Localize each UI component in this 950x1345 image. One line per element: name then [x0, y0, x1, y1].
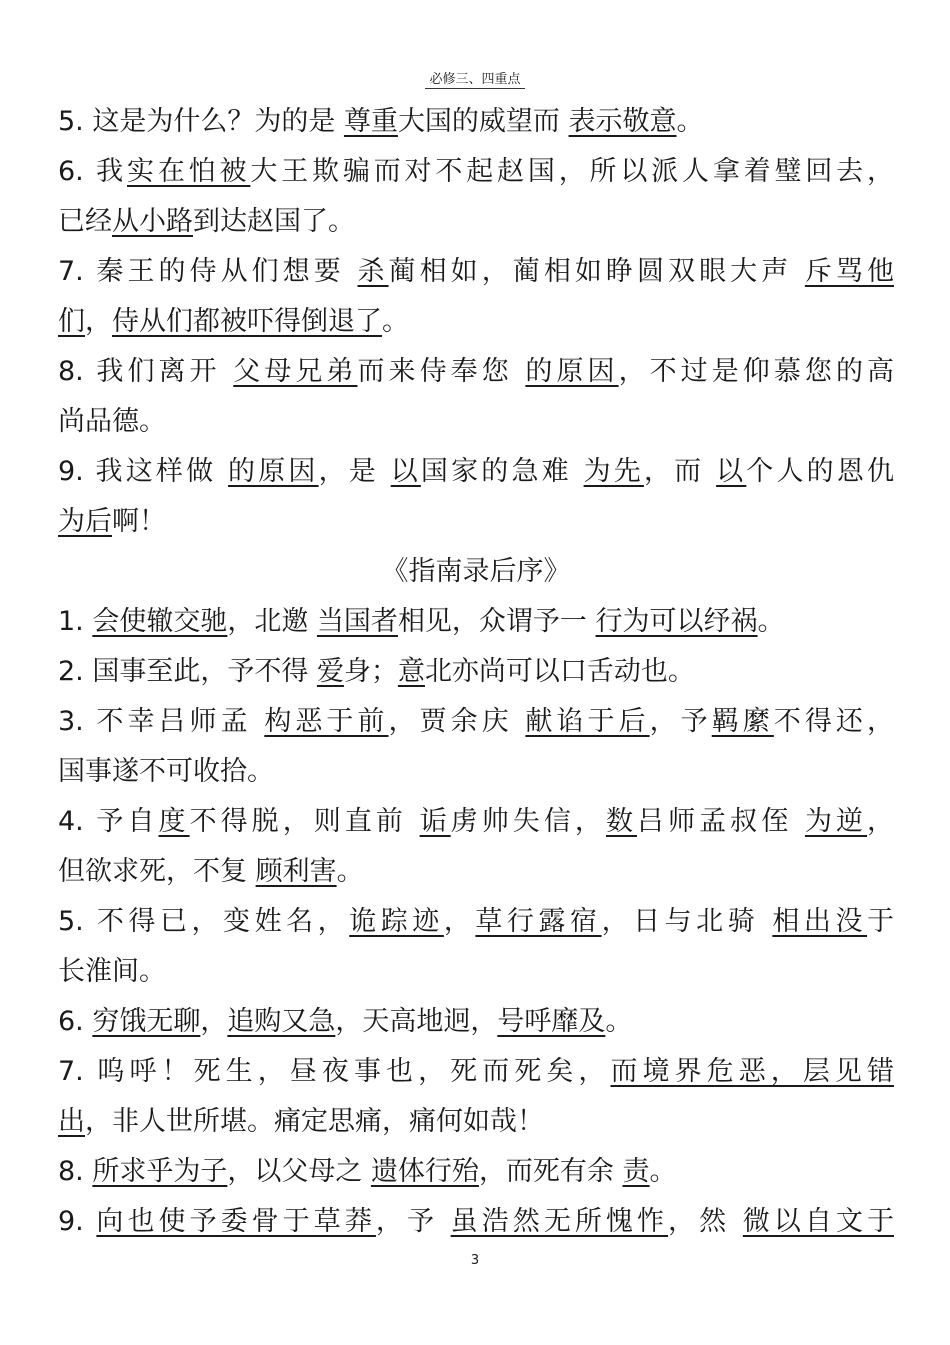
section-title [58, 547, 894, 597]
text-line [58, 197, 894, 247]
text-segment: 2. 国事至此，予不得 [58, 656, 317, 687]
underlined-phrase: 爱 [316, 656, 344, 687]
text-segment: 7. 秦王的侍从们想要 [58, 256, 358, 287]
underlined-phrase: 杀 [357, 256, 389, 287]
text-line [58, 1197, 894, 1247]
underlined-phrase: 诡踪迹 [349, 906, 444, 937]
text-segment: ， [443, 906, 476, 937]
underlined-phrase: 实在怕被 [127, 156, 251, 187]
text-segment: 长淮间。 [58, 956, 166, 987]
text-segment: 蔺相如，蔺相如睁圆双眼大声 [388, 256, 805, 287]
underlined-phrase: 当国者 [316, 606, 398, 637]
page-number: 3 [470, 1253, 480, 1268]
text-line [58, 947, 894, 997]
text-segment: 9. 我这样做 [58, 456, 229, 487]
text-segment: 尚品德。 [58, 406, 166, 437]
text-line [58, 847, 894, 897]
text-segment: 已经 [58, 206, 112, 237]
underlined-phrase: 所求乎为子 [92, 1156, 228, 1187]
underlined-phrase: 诟 [419, 806, 451, 837]
text-line [58, 747, 894, 797]
text-segment: 于 [867, 906, 894, 937]
text-segment: 4. 予自 [58, 806, 159, 837]
underlined-phrase: 献谄于后 [525, 706, 650, 737]
text-line [58, 1097, 894, 1147]
text-segment: 但欲求死，不复 [58, 856, 256, 887]
text-line [58, 497, 894, 547]
underlined-phrase: 为后 [58, 506, 112, 537]
text-segment: 个人的恩仇 [746, 456, 894, 487]
underlined-phrase: 度 [158, 806, 190, 837]
text-line [58, 897, 894, 947]
text-line [58, 597, 894, 647]
text-line [58, 997, 894, 1047]
underlined-phrase: 草行露宿 [475, 906, 602, 937]
underlined-phrase: 为先 [583, 456, 644, 487]
text-segment: 身； [343, 656, 398, 687]
text-line [58, 247, 894, 297]
underlined-phrase: 侍从们都被吓得倒退了 [112, 306, 382, 337]
text-line [58, 297, 894, 347]
underlined-phrase: 而境界危恶，层见错 [610, 1056, 894, 1087]
text-line [58, 397, 894, 447]
underlined-phrase: 遗体行殆 [370, 1156, 479, 1187]
underlined-phrase: 的原因 [525, 356, 619, 387]
underlined-phrase: 表示敬意 [568, 106, 677, 137]
underlined-phrase: 数 [605, 806, 638, 837]
text-segment: 。 [382, 306, 409, 337]
underlined-phrase: 构恶于前 [264, 706, 389, 737]
text-segment: 。 [605, 1006, 633, 1037]
text-segment: 。 [757, 606, 785, 637]
text-line [58, 1147, 894, 1197]
text-segment: 到达赵国了。 [193, 206, 355, 237]
underlined-phrase: 出 [58, 1106, 85, 1137]
text-segment: 不得脱，则直前 [189, 806, 420, 837]
underlined-phrase: 顾利害 [255, 856, 337, 887]
underlined-phrase: 以 [716, 456, 747, 487]
underlined-phrase: 虽浩然无所愧怍 [450, 1206, 669, 1237]
underlined-phrase: 意 [397, 656, 425, 687]
text-segment: 北亦尚可以口舌动也。 [424, 656, 695, 687]
text-line [58, 797, 894, 847]
text-line [58, 447, 894, 497]
text-segment: ，非人世所堪。痛定思痛，痛何如哉！ [85, 1106, 544, 1137]
text-segment: 啊！ [112, 506, 166, 537]
text-segment: 国事遂不可收拾。 [58, 756, 274, 787]
text-segment: ，天高地迥， [335, 1006, 498, 1037]
underlined-phrase: 追购又急 [227, 1006, 336, 1037]
text-segment: ，予 [375, 1206, 451, 1237]
text-segment: ，北邀 [227, 606, 317, 637]
underlined-phrase: 们 [58, 306, 85, 337]
text-segment: 相见，众谓予一 [397, 606, 596, 637]
text-segment: ， [200, 1006, 228, 1037]
underlined-phrase: 穷饿无聊 [92, 1006, 201, 1037]
underlined-phrase: 责 [622, 1156, 650, 1187]
underlined-phrase: 尊重 [343, 106, 398, 137]
underlined-phrase: 从小路 [112, 206, 193, 237]
text-segment: ，是 [318, 456, 391, 487]
header-title: 必修三、四重点 [425, 68, 524, 89]
text-segment: ，而死有余 [478, 1156, 623, 1187]
text-segment: 7. 呜呼！死生，昼夜事也，死而死矣， [58, 1056, 611, 1087]
underlined-phrase: 的原因 [228, 456, 319, 487]
text-segment: 8. 我们离开 [58, 356, 234, 387]
text-segment: ，以父母之 [227, 1156, 371, 1187]
text-line [58, 697, 894, 747]
text-segment: 6. [58, 1006, 93, 1037]
text-segment: ， [867, 806, 894, 837]
underlined-phrase: 号呼靡及 [497, 1006, 606, 1037]
text-segment: ，然 [668, 1206, 743, 1237]
page-header [0, 68, 950, 89]
text-segment: 国家的急难 [420, 456, 584, 487]
text-segment: 5. 不得已，变姓名， [58, 906, 350, 937]
text-segment: 《指南录后序》 [381, 556, 571, 587]
underlined-phrase: 以 [390, 456, 421, 487]
text-segment: 。 [676, 106, 704, 137]
underlined-phrase: 行为可以纾祸 [595, 606, 758, 637]
text-segment: 6. 我 [58, 156, 128, 187]
underlined-phrase: 微以自文于 [742, 1206, 894, 1237]
underlined-phrase: 向也使予委骨于草莽 [96, 1206, 376, 1237]
text-segment: ， [85, 306, 112, 337]
underlined-phrase: 相出没 [772, 906, 868, 937]
text-line [58, 347, 894, 397]
text-segment: ，日与北骑 [601, 906, 773, 937]
document-body [58, 97, 894, 1247]
text-line [58, 147, 894, 197]
underlined-phrase: 斥骂他 [804, 256, 894, 287]
underlined-phrase: 会使辙交驰 [92, 606, 228, 637]
text-segment: 。 [649, 1156, 677, 1187]
text-segment: 而来侍奉您 [357, 356, 526, 387]
text-segment: ，不过是仰慕您的高 [618, 356, 894, 387]
text-line [58, 1047, 894, 1097]
text-segment: 虏帅失信， [450, 806, 606, 837]
text-segment: 不得还， [773, 706, 894, 737]
text-segment: 3. 不幸吕师孟 [58, 706, 265, 737]
text-segment: 8. [58, 1156, 93, 1187]
text-segment: 吕师孟叔侄 [637, 806, 805, 837]
text-segment: 5. 这是为什么？为的是 [58, 106, 344, 137]
text-line [58, 97, 894, 147]
text-segment: 9. [58, 1206, 97, 1237]
underlined-phrase: 父母兄弟 [233, 356, 358, 387]
text-segment: 大王欺骗而对不起赵国，所以派人拿着璧回去， [250, 156, 894, 187]
underlined-phrase: 为逆 [804, 806, 868, 837]
text-segment: 。 [336, 856, 364, 887]
text-line [58, 647, 894, 697]
text-segment: ，予 [649, 706, 712, 737]
text-segment: ，而 [643, 456, 717, 487]
text-segment: 大国的威望而 [397, 106, 569, 137]
underlined-phrase: 羁縻 [711, 706, 774, 737]
text-segment: ，贾余庆 [388, 706, 526, 737]
text-segment: 1. [58, 606, 93, 637]
